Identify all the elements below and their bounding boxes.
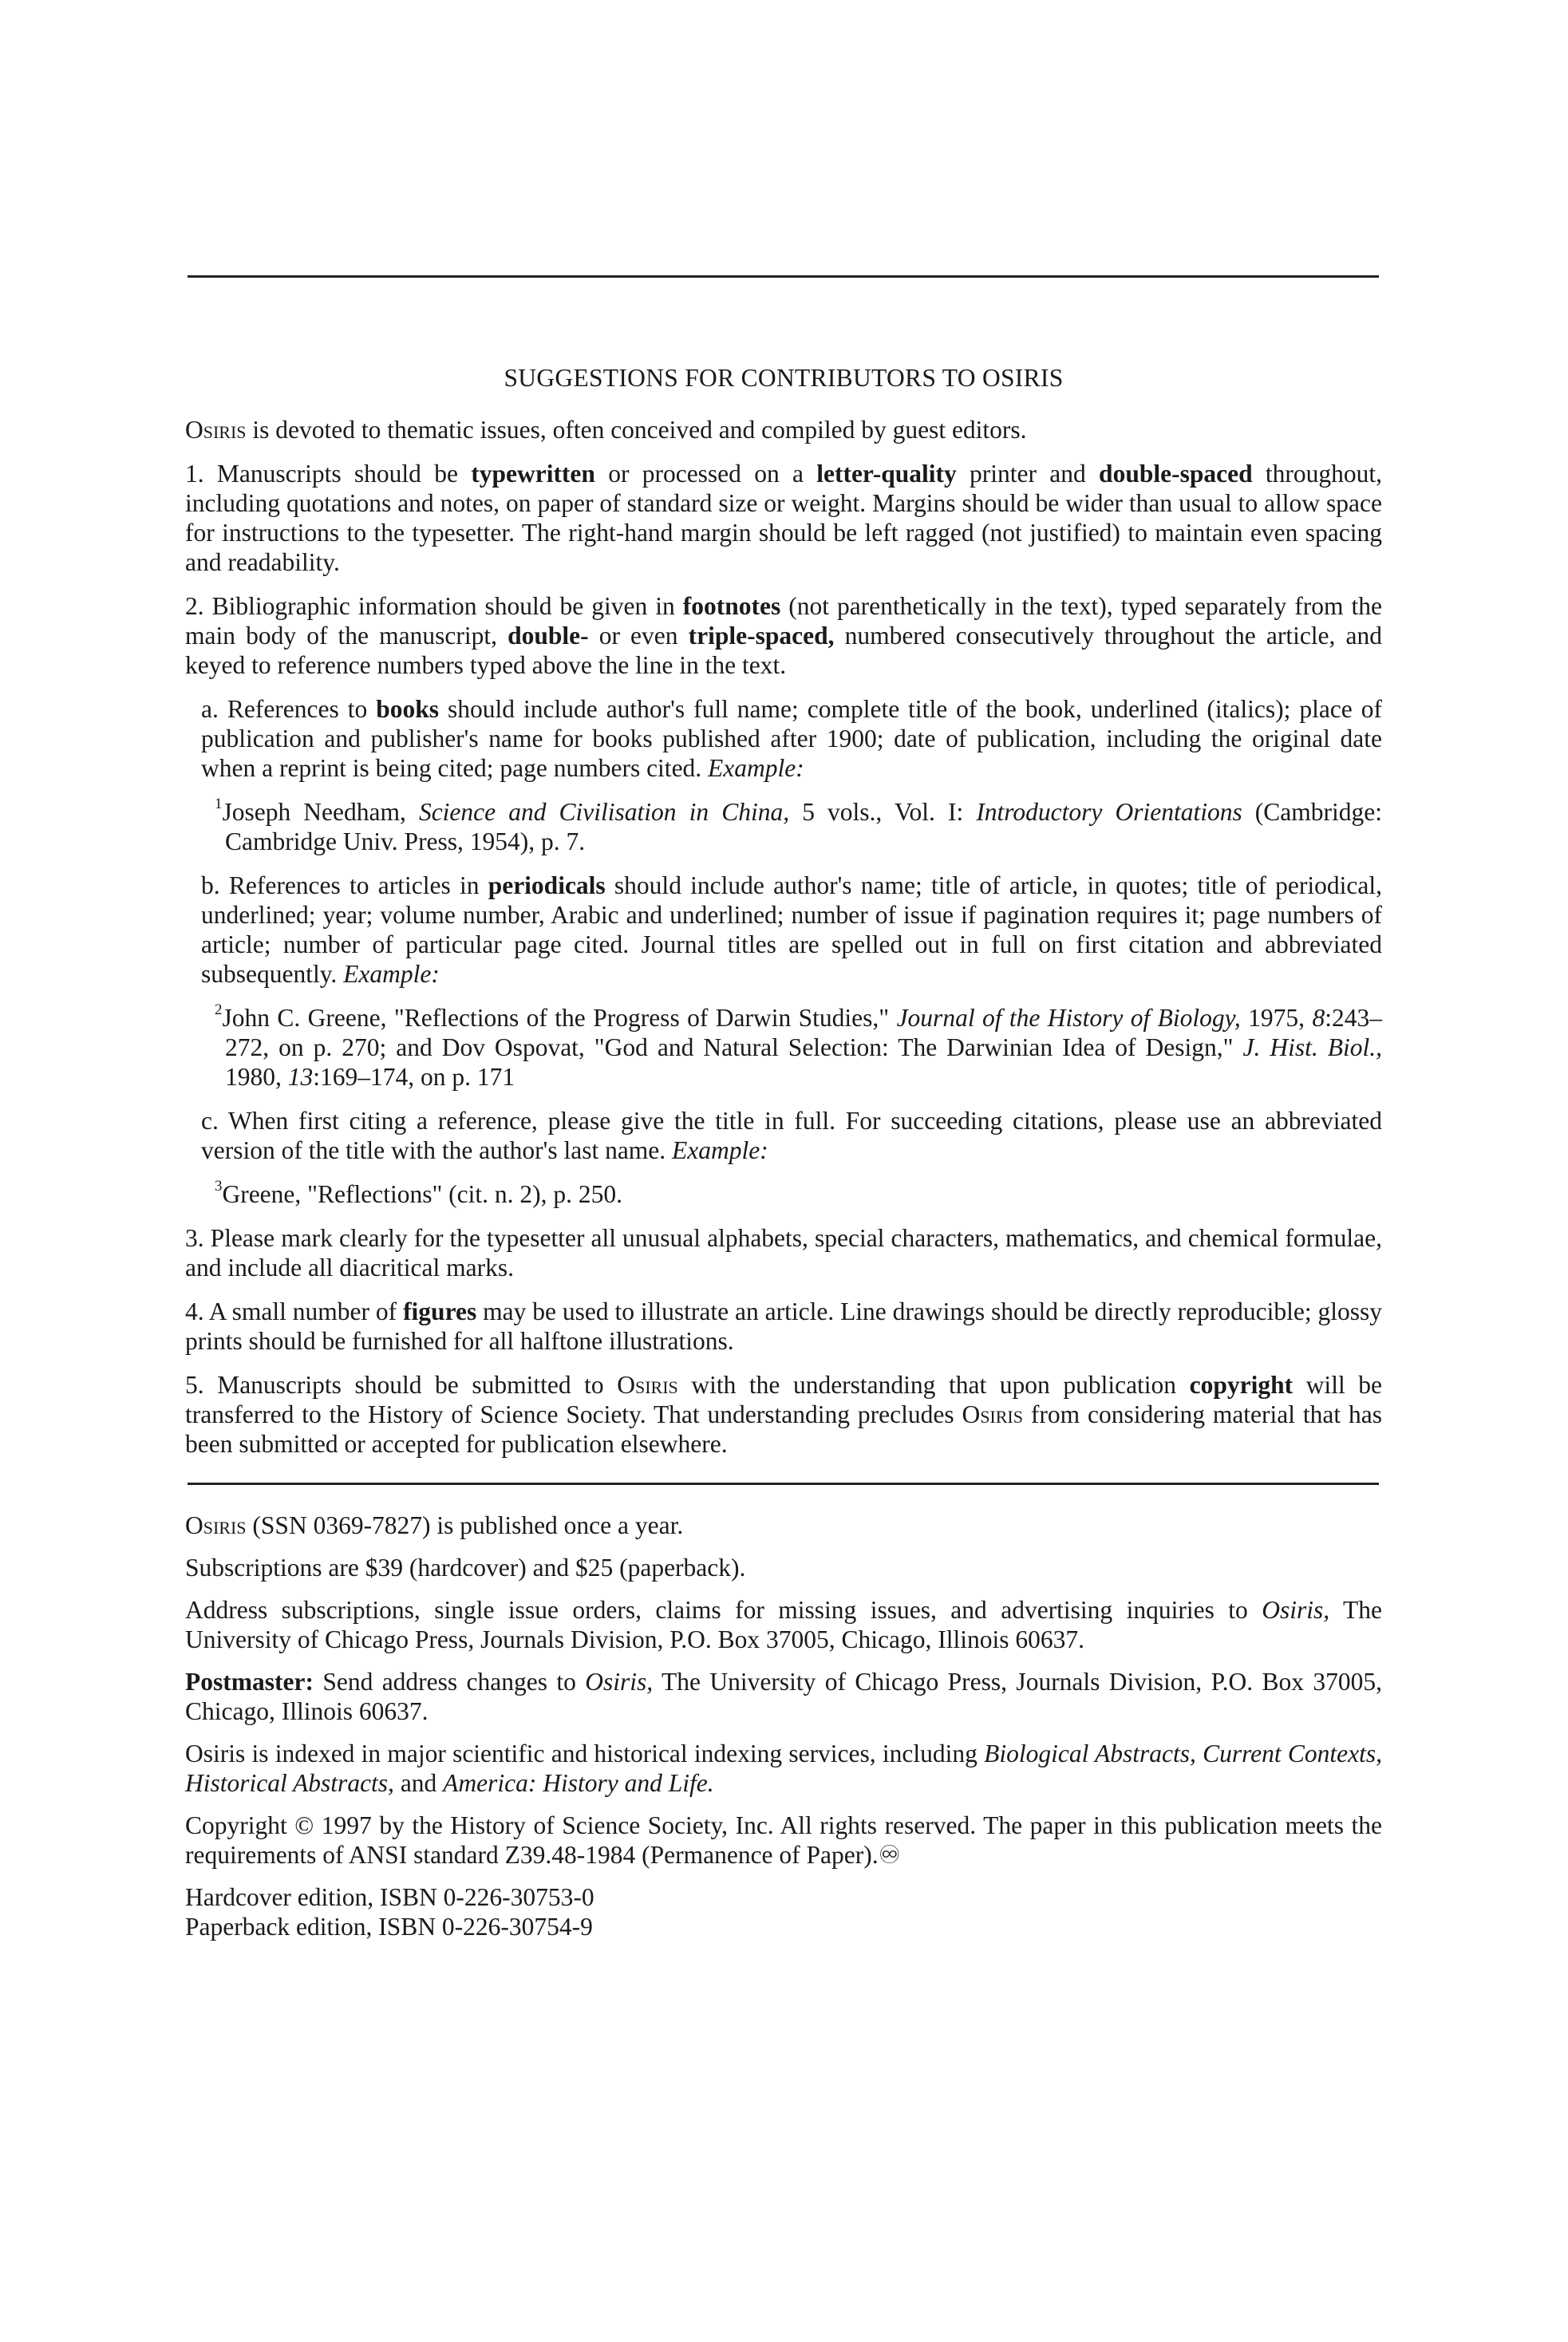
guideline-2a: a. References to books should include author's full name; complete title of the book, underlined (italics); place of publication and publisher's name for books published after 1900; date of publication, including the original date when a reprint is being cited; page numbers cited. Example: [201,695,1382,782]
intro-paragraph: Osiris is devoted to thematic issues, often conceived and compiled by guest editors. [185,416,1027,444]
postmaster-paragraph: Postmaster: Send address changes to Osiris, The University of Chicago Press, Journals Division, P.O. Box 37005, Chicago, Illinois 60637. [185,1668,1382,1725]
contributor-guidelines [185,363,1382,1473]
guideline-4: 4. A small number of figures may be used to illustrate an article. Line drawings should be directly reproducible; glossy prints should be furnished for all halftone illustrations. [185,1297,1382,1355]
guideline-3: 3. Please mark clearly for the typesetter all unusual alphabets, special characters, mathematics, and chemical formulae, and include all diacritical marks. [185,1224,1382,1282]
guideline-1: 1. Manuscripts should be typewritten or processed on a letter-quality printer and double-spaced throughout, including quotations and notes, on paper of standard size or weight. Margins should be wider than usual to allow space for instructions to the typesetter. The right-hand margin should be left ragged (not justified) to maintain even spacing and readability. [185,460,1382,576]
example-footnote-3: $^3$Greene, "Reflections" (cit. n. 2), p. 250. [215,1178,623,1208]
example-footnote-1: $^1$Joseph Needham, Science and Civilisation in China, 5 vols., Vol. I: Introductory Orientations (Cambridge: Cambridge Univ. Press, 1954), p. 7. [215,796,1383,855]
address-paragraph: Address subscriptions, single issue orders, claims for missing issues, and advertising inquiries to Osiris, The University of Chicago Press, Journals Division, P.O. Box 37005, Chicago, Illinois 60637. [185,1596,1383,1653]
indexing-paragraph: Osiris is indexed in major scientific and historical indexing services, including Biological Abstracts, Current Contexts, Historical Abstracts, and America: History and Life. [185,1740,1382,1797]
section-rule [188,1483,1379,1485]
copyright-paragraph: Copyright © 1997 by the History of Science Society, Inc. All rights reserved. The paper in this publication meets the requirements of ANSI standard Z39.48-1984 (Permanence of Paper).♾ [185,1811,1382,1869]
issn-line: Osiris (SSN 0369-7827) is published once a year. [185,1511,684,1539]
isbn-paperback: Paperback edition, ISBN 0-226-30754-9 [185,1913,593,1941]
guideline-5: 5. Manuscripts should be submitted to Osiris with the understanding that upon publication copyright will be transferred to the History of Science Society. That understanding precludes Osiris from considering material that has been submitted or accepted for publication elsewhere. [185,1371,1382,1458]
guideline-2b: b. References to articles in periodicals should include author's name; title of article, in quotes; title of periodical, underlined; year; volume number, Arabic and underlined; number of issue if pagination requires it; page numbers of article; number of particular page cited. Journal titles are spelled out in full on first citation and abbreviated subsequently. Example: [201,871,1382,988]
example-footnote-2: $^2$John C. Greene, "Reflections of the Progress of Darwin Studies," Journal of the History of Biology, 1975, 8:243–272, on p. 270; and Dov Ospovat, "God and Natural Selection: The Darwinian Idea of Design," J. Hist. Biol., 1980, 13:169–174, on p. 171 [215,1001,1382,1091]
subscriptions-line: Subscriptions are $39 (hardcover) and $25 (paperback). [185,1554,746,1582]
page-title: SUGGESTIONS FOR CONTRIBUTORS TO OSIRIS [504,364,1064,392]
publication-info [185,1511,1382,1941]
guideline-2c: c. When first citing a reference, please give the title in full. For succeeding citations, please use an abbreviated version of the title with the author's last name. Example: [201,1107,1382,1164]
guideline-2: 2. Bibliographic information should be given in footnotes (not parenthetically in the text), typed separately from the main body of the manuscript, double- or even triple-spaced, numbered consecutively throughout the article, and keyed to reference numbers typed above the line in the text. [185,592,1382,679]
isbn-hardcover: Hardcover edition, ISBN 0-226-30753-0 [185,1883,594,1911]
top-rule [188,275,1379,278]
